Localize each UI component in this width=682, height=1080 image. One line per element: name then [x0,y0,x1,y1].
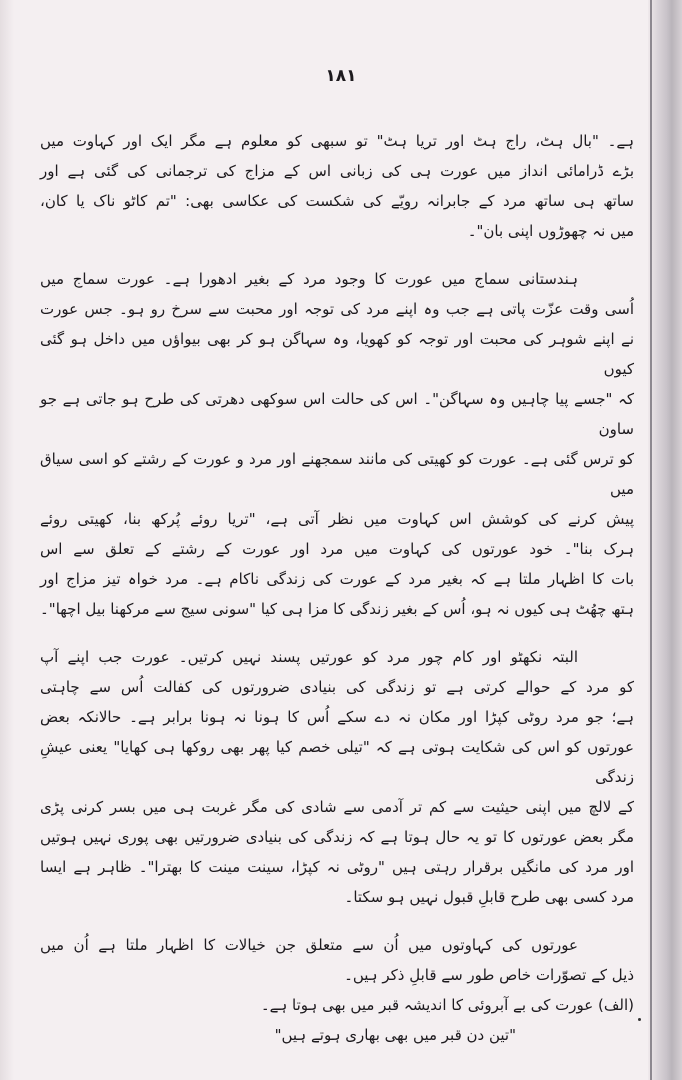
text-line: ہرک بنا"۔ خود عورتوں کی کہاوت میں مرد اور عورت کے رشتے کے تعلق سے اس [40,540,634,558]
quoted-proverb: "تین دن قبر میں بھی بھاری ہوتے ہیں" [274,1026,516,1044]
binding-crease [650,0,652,1080]
text-line: ہے؛ جو مرد روٹی کپڑا اور مکان نہ دے سکے اُس کا ہونا نہ ہونا برابر ہے۔ حالانکہ بعض [40,708,634,726]
text-line: مرد کسی بھی طرح قابلِ قبول نہیں ہو سکتا۔ [344,888,634,906]
page-number: ۱۸۱ [325,66,357,86]
text-line: اُسی وقت عزّت پاتی ہے جب وہ اپنے مرد کی توجہ اور محبت سے سرخ رو ہو۔ جس عورت [40,300,634,318]
list-item-alif: (الف) عورت کی بے آبروئی کا اندیشہ قبر میں بھی ہوتا ہے۔ [260,996,634,1014]
text-line: بات کا اظہار ملتا ہے کہ بغیر مرد کے عورت کی زندگی ناکام ہے۔ مرد خواہ تیز مزاج اور [40,570,634,588]
text-line: نے اپنے شوہر کی محبت اور توجہ کو کھویا، وہ سہاگن ہو کر بھی بیواؤں میں داخل ہو گئی کیوں [40,330,634,378]
paragraph-3 [40,642,634,912]
text-line: ہندستانی سماج میں عورت کا وجود مرد کے بغیر ادھورا ہے۔ عورت سماج میں [40,270,578,288]
text-line: بڑے ڈرامائی انداز میں عورت ہی کی زبانی اس کے مزاج کی ترجمانی کی گئی ہے اور [40,162,634,180]
text-line: کو ترس گئی ہے۔ عورت کو کھیتی کی مانند سمجھنے اور مرد و عورت کے رشتے کو اسی سیاق میں [40,450,634,498]
text-line: میں نہ چھوڑوں اپنی بان"۔ [467,222,634,240]
text-line: ساتھ ہی ساتھ مرد کے جابرانہ رویّے کی شکست کی عکاسی بھی: "تم کاٹو ناک یا کان، [40,192,634,210]
paragraph-1 [40,126,634,246]
text-line: ہتھ چھُٹ ہی کیوں نہ ہو، اُس کے بغیر زندگی کا مزا ہی کیا "سونی سیج سے مرکھنا بیل اچھا"۔ [40,600,634,618]
text-line: کے لالچ میں اپنی حیثیت سے کم تر آدمی سے شادی کی مگر غربت ہی میں بسر کرنی پڑی [40,798,634,816]
page-body [40,126,634,1068]
text-line: اور مرد کی مانگیں برقرار رہتی ہیں "روٹی نہ کپڑا، سینت مینت کا بھترا"۔ ظاہر ہے ایسا [40,858,634,876]
text-line: عورتوں کو اس کی شکایت ہوتی ہے کہ "تیلی خصم کیا پھر بھی روکھا ہی کھایا" یعنی عیشِ زندگی [40,738,634,786]
paragraph-2 [40,264,634,624]
text-line: ہے۔ "بال ہٹ، راج ہٹ اور تریا ہٹ" تو سبھی کو معلوم ہے مگر ایک اور کہاوت میں [40,132,634,150]
page-left-shadow [0,0,14,1080]
text-line: ذیل کے تصوّرات خاص طور سے قابلِ ذکر ہیں۔ [344,966,634,984]
text-line: کو مرد کے حوالے کرتی ہے تو زندگی کی بنیادی ضرورتوں کی کفالت اُس سے چاہتی [40,678,634,696]
scan-speck [638,1018,641,1021]
text-line: مگر بعض عورتوں کا تو یہ حال ہوتا ہے کہ زندگی کی بنیادی ضرورتیں بھی پوری نہیں ہوتیں [40,828,634,846]
text-line: پیش کرنے کی کوشش اس کہاوت میں نظر آتی ہے، "تریا روئے پُرکھ بنا، کھیتی روئے [40,510,634,528]
text-line: البتہ نکھٹو اور کام چور مرد کو عورتیں پسند نہیں کرتیں۔ عورت جب اپنے آپ [40,648,578,666]
text-line: کہ "جسے پیا چاہیں وہ سہاگن"۔ اس کی حالت اس سوکھی دھرتی کی طرح ہو جاتی ہے جو ساون [40,390,634,438]
book-binding-edge [648,0,682,1080]
paragraph-4 [40,930,634,1050]
text-line: عورتوں کی کہاوتوں میں اُن سے متعلق جن خیالات کا اظہار ملتا ہے اُن میں [40,936,578,954]
